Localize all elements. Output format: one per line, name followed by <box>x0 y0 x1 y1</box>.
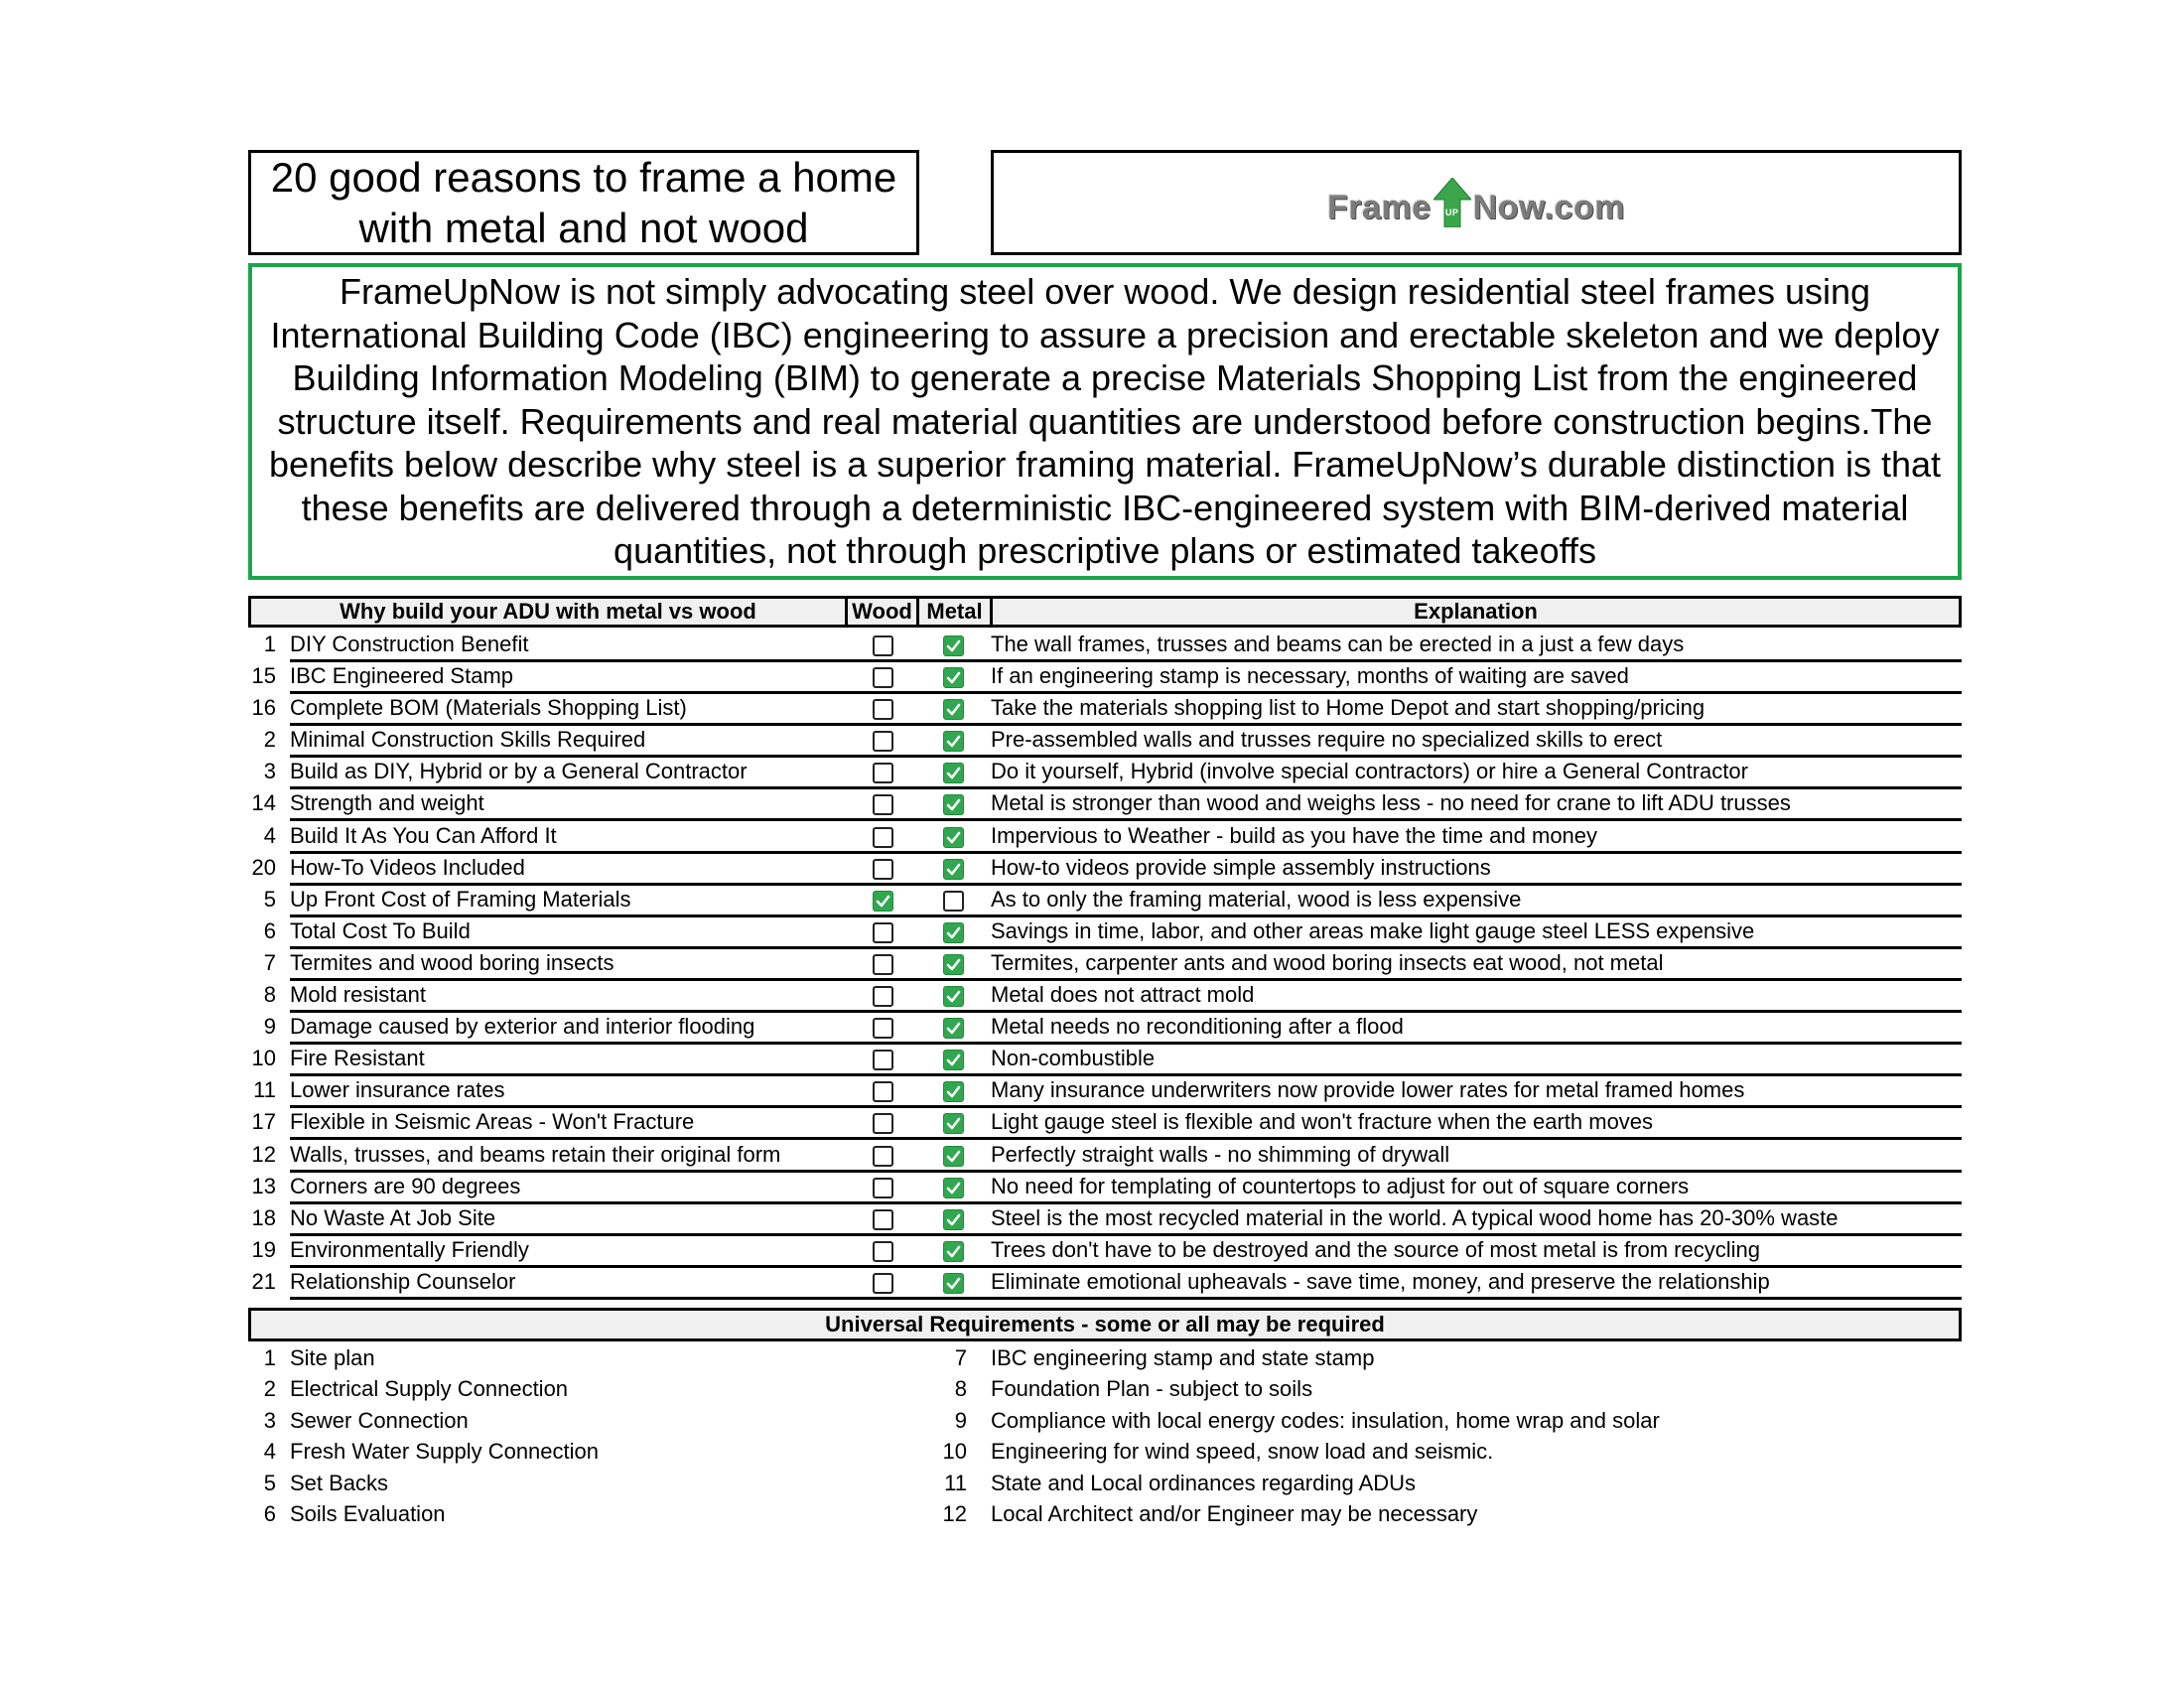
requirement-text: Compliance with local energy codes: insulation, home wrap and solar <box>991 1407 1660 1433</box>
requirement-text: Fresh Water Supply Connection <box>290 1439 599 1465</box>
requirement-text: Electrical Supply Connection <box>290 1376 569 1402</box>
requirement-item <box>248 1437 844 1468</box>
row-number: 15 <box>251 663 276 689</box>
intro-statement <box>248 263 1962 580</box>
metal-checked-checkbox[interactable] <box>943 1146 964 1167</box>
wood-unchecked-checkbox[interactable] <box>873 1050 893 1070</box>
wood-unchecked-checkbox[interactable] <box>873 986 893 1007</box>
header-wood: Wood <box>848 599 919 625</box>
row-explanation <box>991 790 1962 821</box>
requirement-text: Set Backs <box>290 1470 389 1495</box>
row-number: 21 <box>251 1268 276 1294</box>
wood-unchecked-checkbox[interactable] <box>873 794 893 815</box>
requirement-text: IBC engineering stamp and state stamp <box>991 1345 1375 1370</box>
wood-unchecked-checkbox[interactable] <box>873 859 893 880</box>
row-number: 8 <box>263 982 276 1008</box>
row-explanation-text: As to only the framing material, wood is less expensive <box>991 886 1522 912</box>
table-row <box>248 853 1962 885</box>
metal-checked-checkbox[interactable] <box>943 763 964 783</box>
row-reason-text: Complete BOM (Materials Shopping List) <box>290 695 687 721</box>
table-row <box>248 885 1962 916</box>
row-explanation <box>991 1174 1962 1204</box>
requirement-item <box>933 1437 1926 1468</box>
wood-unchecked-checkbox[interactable] <box>873 1273 893 1294</box>
metal-checked-checkbox[interactable] <box>943 954 964 975</box>
row-number: 13 <box>251 1173 276 1198</box>
row-reason-text: Relationship Counselor <box>290 1268 516 1294</box>
row-explanation <box>991 982 1962 1013</box>
row-number: 2 <box>263 727 276 753</box>
row-reason <box>290 695 1091 726</box>
row-explanation-text: Trees don't have to be destroyed and the source of most metal is from recycling <box>991 1236 1760 1262</box>
table-row <box>248 821 1962 853</box>
table-row <box>248 1203 1962 1235</box>
row-explanation-text: If an engineering stamp is necessary, months of waiting are saved <box>991 663 1629 689</box>
row-reason <box>290 1077 1091 1108</box>
row-explanation <box>991 1205 1962 1236</box>
row-reason <box>290 823 1091 854</box>
wood-unchecked-checkbox[interactable] <box>873 731 893 752</box>
row-explanation <box>991 663 1962 694</box>
metal-checked-checkbox[interactable] <box>943 635 964 656</box>
wood-unchecked-checkbox[interactable] <box>873 922 893 943</box>
requirement-text: Sewer Connection <box>290 1407 469 1433</box>
row-reason <box>290 1205 1091 1236</box>
table-row <box>248 630 1962 661</box>
row-reason <box>290 1174 1091 1204</box>
row-explanation <box>991 1014 1962 1045</box>
table-row <box>248 757 1962 788</box>
row-reason-text: Termites and wood boring insects <box>290 949 614 975</box>
row-reason-text: Corners are 90 degrees <box>290 1173 521 1198</box>
row-reason <box>290 1046 1091 1076</box>
metal-checked-checkbox[interactable] <box>943 1018 964 1039</box>
row-reason-text: Mold resistant <box>290 982 426 1008</box>
frameupnow-logo <box>1327 178 1625 227</box>
requirement-number: 6 <box>263 1500 276 1526</box>
row-explanation-text: Termites, carpenter ants and wood boring insects eat wood, not metal <box>991 949 1664 975</box>
wood-unchecked-checkbox[interactable] <box>873 1146 893 1167</box>
row-explanation-text: Do it yourself, Hybrid (involve special contractors) or hire a General Contractor <box>991 759 1748 784</box>
logo-arrow-text: UP <box>1444 208 1459 217</box>
row-reason <box>290 950 1091 981</box>
row-reason <box>290 1014 1091 1045</box>
metal-checked-checkbox[interactable] <box>943 922 964 943</box>
row-number: 17 <box>251 1109 276 1135</box>
row-number: 5 <box>263 886 276 912</box>
comparison-table-header <box>248 596 1962 628</box>
row-explanation <box>991 1269 1962 1300</box>
requirement-item <box>933 1343 1926 1374</box>
row-explanation-text: Non-combustible <box>991 1046 1156 1071</box>
table-row <box>248 1044 1962 1075</box>
row-explanation <box>991 695 1962 726</box>
row-explanation <box>991 950 1962 981</box>
requirement-number: 12 <box>942 1500 967 1526</box>
row-reason-text: No Waste At Job Site <box>290 1204 496 1230</box>
table-row <box>248 1140 1962 1172</box>
row-number: 11 <box>253 1077 276 1103</box>
row-explanation-text: Impervious to Weather - build as you have the time and money <box>991 822 1598 848</box>
metal-checked-checkbox[interactable] <box>943 1209 964 1230</box>
row-reason-text: Lower insurance rates <box>290 1077 505 1103</box>
table-row <box>248 980 1962 1012</box>
table-row <box>248 1267 1962 1299</box>
table-row <box>248 1012 1962 1044</box>
metal-checked-checkbox[interactable] <box>943 794 964 815</box>
row-reason <box>290 887 1091 917</box>
row-number: 10 <box>251 1046 276 1071</box>
header-reason: Why build your ADU with metal vs wood <box>251 599 848 625</box>
metal-checked-checkbox[interactable] <box>943 1050 964 1070</box>
wood-checked-checkbox[interactable] <box>873 891 893 912</box>
title-line-2: with metal and not wood <box>358 205 809 251</box>
metal-checked-checkbox[interactable] <box>943 986 964 1007</box>
row-reason-text: Environmentally Friendly <box>290 1236 529 1262</box>
metal-checked-checkbox[interactable] <box>943 699 964 720</box>
row-explanation <box>991 1109 1962 1140</box>
row-explanation-text: Metal is stronger than wood and weighs less - no need for crane to lift ADU trusses <box>991 790 1791 816</box>
wood-unchecked-checkbox[interactable] <box>873 1018 893 1039</box>
requirement-number: 5 <box>263 1470 276 1495</box>
row-reason-text: IBC Engineered Stamp <box>290 663 514 689</box>
requirements-list-left <box>248 1343 844 1530</box>
requirement-number: 11 <box>944 1470 967 1495</box>
metal-checked-checkbox[interactable] <box>943 859 964 880</box>
table-row <box>248 948 1962 980</box>
table-row <box>248 916 1962 948</box>
row-explanation-text: Light gauge steel is flexible and won't fracture when the earth moves <box>991 1109 1654 1135</box>
row-explanation-text: Steel is the most recycled material in the world. A typical wood home has 20-30% waste <box>991 1204 1839 1230</box>
page-title <box>248 150 919 255</box>
row-reason <box>290 1142 1091 1173</box>
row-number: 14 <box>251 790 276 816</box>
metal-checked-checkbox[interactable] <box>943 827 964 848</box>
row-explanation-text: Many insurance underwriters now provide lower rates for metal framed homes <box>991 1077 1745 1103</box>
wood-unchecked-checkbox[interactable] <box>873 1209 893 1230</box>
row-reason-text: Up Front Cost of Framing Materials <box>290 886 631 912</box>
row-reason <box>290 1237 1091 1268</box>
row-explanation <box>991 759 1962 789</box>
row-explanation-text: The wall frames, trusses and beams can be erected in a just a few days <box>991 632 1685 656</box>
table-row <box>248 1235 1962 1267</box>
row-explanation <box>991 1077 1962 1108</box>
row-explanation-text: Eliminate emotional upheavals - save time, money, and preserve the relationship <box>991 1268 1770 1294</box>
row-explanation <box>991 855 1962 886</box>
metal-checked-checkbox[interactable] <box>943 1081 964 1102</box>
row-reason-text: Walls, trusses, and beams retain their original form <box>290 1141 781 1167</box>
row-explanation-text: Pre-assembled walls and trusses require no specialized skills to erect <box>991 727 1663 753</box>
row-explanation <box>991 1046 1962 1076</box>
row-explanation-text: Metal does not attract mold <box>991 982 1255 1008</box>
row-number: 12 <box>251 1141 276 1167</box>
row-reason <box>290 759 1091 789</box>
requirement-item <box>248 1406 844 1437</box>
metal-checked-checkbox[interactable] <box>943 667 964 688</box>
table-row <box>248 788 1962 820</box>
row-reason-text: Build It As You Can Afford It <box>290 822 557 848</box>
requirement-text: Soils Evaluation <box>290 1500 446 1526</box>
wood-unchecked-checkbox[interactable] <box>873 1241 893 1262</box>
row-number: 1 <box>263 632 276 656</box>
intro-text: FrameUpNow is not simply advocating steel over wood. We design residential steel frames using International Building Code (IBC) engineering to assure a precision and erectable skeleton and we deploy Building Information Modeling (BIM) to generate a precise Materials Shopping List from the engineered structure itself. Requirements and real material quantities are understood before construction begins.The benefits below describe why steel is a superior framing material. FrameUpNow’s durable distinction is that these benefits are delivered through a deterministic IBC-engineered system with BIM-derived material quantities, not through prescriptive plans or estimated takeoffs <box>268 271 1942 572</box>
requirement-text: Foundation Plan - subject to soils <box>991 1376 1313 1402</box>
requirement-number: 4 <box>263 1439 276 1465</box>
row-explanation-text: Savings in time, labor, and other areas make light gauge steel LESS expensive <box>991 917 1755 943</box>
wood-unchecked-checkbox[interactable] <box>873 1178 893 1198</box>
row-reason <box>290 1269 1091 1300</box>
row-explanation <box>991 887 1962 917</box>
table-row <box>248 1075 1962 1107</box>
row-reason <box>290 727 1091 758</box>
row-explanation <box>991 1142 1962 1173</box>
row-explanation <box>991 918 1962 949</box>
wood-unchecked-checkbox[interactable] <box>873 1081 893 1102</box>
row-reason-text: Strength and weight <box>290 790 484 816</box>
row-explanation-text: No need for templating of countertops to adjust for out of square corners <box>991 1173 1690 1198</box>
wood-unchecked-checkbox[interactable] <box>873 827 893 848</box>
row-number: 7 <box>263 949 276 975</box>
row-reason <box>290 918 1091 949</box>
requirement-item <box>248 1343 844 1374</box>
row-explanation-text: How-to videos provide simple assembly instructions <box>991 854 1491 880</box>
metal-checked-checkbox[interactable] <box>943 1113 964 1134</box>
comparison-table-body <box>248 630 1962 1299</box>
row-explanation <box>991 632 1962 662</box>
metal-checked-checkbox[interactable] <box>943 1273 964 1294</box>
requirement-item <box>248 1469 844 1499</box>
row-number: 16 <box>251 695 276 721</box>
up-arrow-icon <box>1433 178 1471 227</box>
requirement-item <box>933 1469 1926 1499</box>
requirement-number: 10 <box>942 1439 967 1465</box>
row-reason-text: Minimal Construction Skills Required <box>290 727 646 753</box>
logo-text-left: Frame <box>1327 189 1432 226</box>
table-row <box>248 1172 1962 1203</box>
row-reason <box>290 632 1091 662</box>
row-reason <box>290 1109 1091 1140</box>
table-row <box>248 661 1962 693</box>
row-reason-text: How-To Videos Included <box>290 854 525 880</box>
wood-unchecked-checkbox[interactable] <box>873 954 893 975</box>
requirement-number: 2 <box>263 1376 276 1402</box>
requirement-number: 3 <box>263 1407 276 1433</box>
requirement-item <box>248 1374 844 1405</box>
requirement-text: Local Architect and/or Engineer may be necessary <box>991 1500 1478 1526</box>
requirement-text: State and Local ordinances regarding ADUs <box>991 1470 1417 1495</box>
row-reason-text: Flexible in Seismic Areas - Won't Fracture <box>290 1109 695 1135</box>
title-line-1: 20 good reasons to frame a home <box>270 154 897 201</box>
row-number: 9 <box>263 1014 276 1040</box>
wood-unchecked-checkbox[interactable] <box>873 763 893 783</box>
requirements-header: Universal Requirements - some or all may be required <box>248 1308 1962 1341</box>
metal-checked-checkbox[interactable] <box>943 1178 964 1198</box>
logo-panel <box>991 150 1962 255</box>
row-reason <box>290 663 1091 694</box>
row-number: 3 <box>263 759 276 784</box>
row-explanation <box>991 1237 1962 1268</box>
header-metal: Metal <box>919 599 993 625</box>
row-reason-text: Damage caused by exterior and interior flooding <box>290 1014 755 1040</box>
row-reason-text: Total Cost To Build <box>290 917 471 943</box>
row-explanation-text: Metal needs no reconditioning after a flood <box>991 1014 1404 1040</box>
metal-checked-checkbox[interactable] <box>943 731 964 752</box>
requirement-item <box>933 1374 1926 1405</box>
row-number: 6 <box>263 917 276 943</box>
table-row <box>248 693 1962 725</box>
row-reason <box>290 855 1091 886</box>
row-reason <box>290 790 1091 821</box>
requirement-item <box>933 1499 1926 1530</box>
row-explanation <box>991 823 1962 854</box>
row-number: 19 <box>251 1236 276 1262</box>
row-explanation-text: Perfectly straight walls - no shimming of drywall <box>991 1141 1450 1167</box>
wood-unchecked-checkbox[interactable] <box>873 667 893 688</box>
requirement-item <box>933 1406 1926 1437</box>
requirement-text: Engineering for wind speed, snow load and seismic. <box>991 1439 1494 1465</box>
requirement-number: 7 <box>954 1345 967 1370</box>
row-reason-text: DIY Construction Benefit <box>290 632 529 656</box>
row-reason-text: Fire Resistant <box>290 1046 425 1071</box>
table-row <box>248 725 1962 757</box>
row-number: 20 <box>251 854 276 880</box>
row-reason <box>290 982 1091 1013</box>
row-number: 4 <box>263 822 276 848</box>
logo-text-right: Now.com <box>1472 189 1625 226</box>
wood-unchecked-checkbox[interactable] <box>873 699 893 720</box>
metal-unchecked-checkbox[interactable] <box>943 891 964 912</box>
requirement-number: 9 <box>954 1407 967 1433</box>
metal-checked-checkbox[interactable] <box>943 1241 964 1262</box>
table-row <box>248 1107 1962 1139</box>
requirement-text: Site plan <box>290 1345 375 1370</box>
row-reason-text: Build as DIY, Hybrid or by a General Contractor <box>290 759 748 784</box>
wood-unchecked-checkbox[interactable] <box>873 1113 893 1134</box>
wood-unchecked-checkbox[interactable] <box>873 635 893 656</box>
requirements-list-right <box>933 1343 1926 1530</box>
header-explanation: Explanation <box>1414 599 1538 624</box>
row-explanation-text: Take the materials shopping list to Home Depot and start shopping/pricing <box>991 695 1706 721</box>
requirement-item <box>248 1499 844 1530</box>
row-number: 18 <box>251 1204 276 1230</box>
row-explanation <box>991 727 1962 758</box>
requirement-number: 8 <box>954 1376 967 1402</box>
requirement-number: 1 <box>263 1345 276 1370</box>
